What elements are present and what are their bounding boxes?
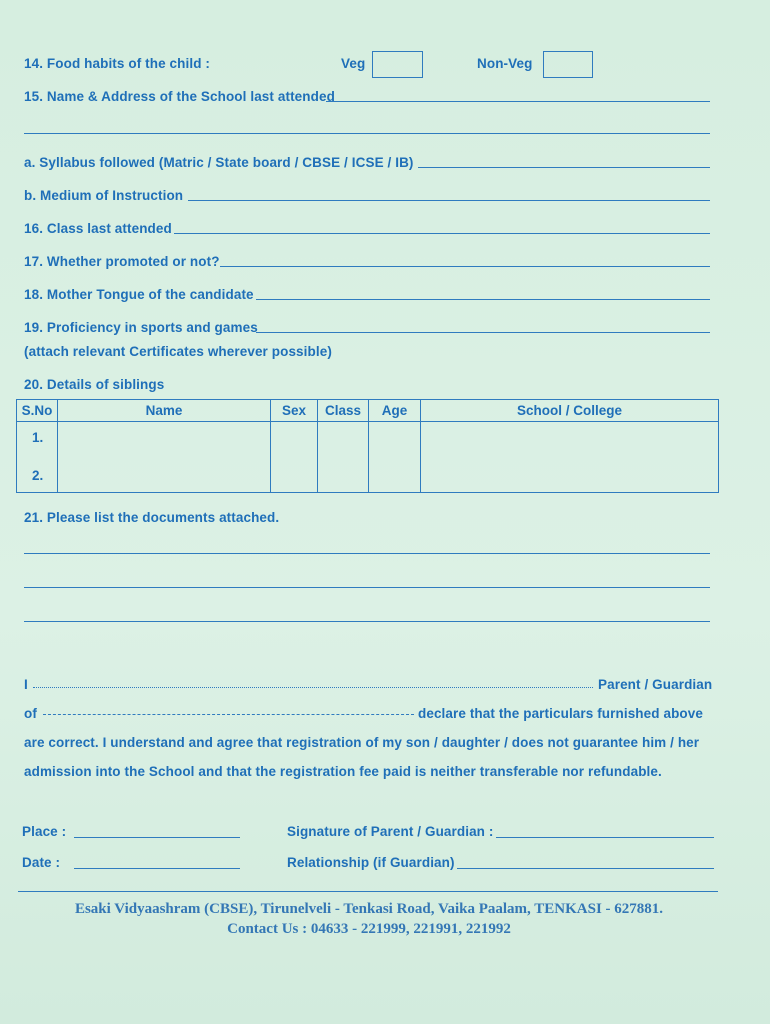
class-cell[interactable] [318,422,369,493]
header-sno: S.No [17,400,58,422]
mother-tongue-label: 18. Mother Tongue of the candidate [24,287,254,302]
place-field[interactable] [74,837,240,838]
class-last-field[interactable] [174,233,710,234]
promoted-label: 17. Whether promoted or not? [24,254,220,269]
documents-line-2[interactable] [24,587,710,588]
declaration-line-3: are correct. I understand and agree that registration of my son / daughter / does not guarantee him / her [24,735,700,750]
header-sex: Sex [271,400,318,422]
sex-cell[interactable] [271,422,318,493]
school-cell[interactable] [421,422,719,493]
veg-label: Veg [341,56,366,71]
declaration-declare: declare that the particulars furnished above [418,706,703,721]
relationship-label: Relationship (if Guardian) [287,855,455,870]
sports-note: (attach relevant Certificates wherever possible) [24,344,332,359]
veg-checkbox[interactable] [372,51,423,78]
siblings-table [16,399,719,493]
mother-tongue-field[interactable] [256,299,710,300]
header-name: Name [58,400,271,422]
footer-divider [18,891,718,892]
q15-label: 15. Name & Address of the School last attended [24,89,335,104]
parent-guardian-label: Parent / Guardian [598,677,713,692]
date-field[interactable] [74,868,240,869]
relationship-field[interactable] [457,868,714,869]
class-last-label: 16. Class last attended [24,221,172,236]
sno-cell [17,422,58,493]
signature-label: Signature of Parent / Guardian : [287,824,494,839]
syllabus-label: a. Syllabus followed (Matric / State board / CBSE / ICSE / IB) [24,155,414,170]
signature-field[interactable] [496,837,714,838]
school-address-field[interactable] [24,133,710,134]
footer-contact: Contact Us : 04633 - 221999, 221991, 221992 [227,921,511,937]
medium-field[interactable] [188,200,710,201]
school-name-field[interactable] [326,101,710,102]
header-class: Class [318,400,369,422]
sports-field[interactable] [256,332,710,333]
nonveg-label: Non-Veg [477,56,533,71]
footer-address: Esaki Vidyaashram (CBSE), Tirunelveli - Tenkasi Road, Vaika Paalam, TENKASI - 627881. [74,901,664,917]
nonveg-checkbox[interactable] [543,51,593,78]
date-label: Date : [22,855,61,870]
header-age: Age [369,400,421,422]
siblings-header-row [17,400,719,422]
of-field[interactable] [43,714,414,715]
declaration-i: I [24,677,28,692]
documents-line-3[interactable] [24,621,710,622]
promoted-field[interactable] [220,266,710,267]
documents-line-1[interactable] [24,553,710,554]
age-cell[interactable] [369,422,421,493]
declarant-name-field[interactable] [33,687,593,688]
documents-label: 21. Please list the documents attached. [24,510,280,525]
name-cell[interactable] [58,422,271,493]
declaration-line-4: admission into the School and that the registration fee paid is neither transferable nor refundable. [24,764,662,779]
q14-label: 14. Food habits of the child : [24,56,211,71]
syllabus-field[interactable] [418,167,710,168]
place-label: Place : [22,824,67,839]
row-2-sno: 2. [32,468,44,483]
header-school: School / College [421,400,719,422]
sports-label: 19. Proficiency in sports and games [24,320,258,335]
medium-label: b. Medium of Instruction [24,188,184,203]
table-row [17,422,719,493]
row-1-sno: 1. [32,430,44,445]
siblings-label: 20. Details of siblings [24,377,165,392]
declaration-of: of [24,706,37,721]
